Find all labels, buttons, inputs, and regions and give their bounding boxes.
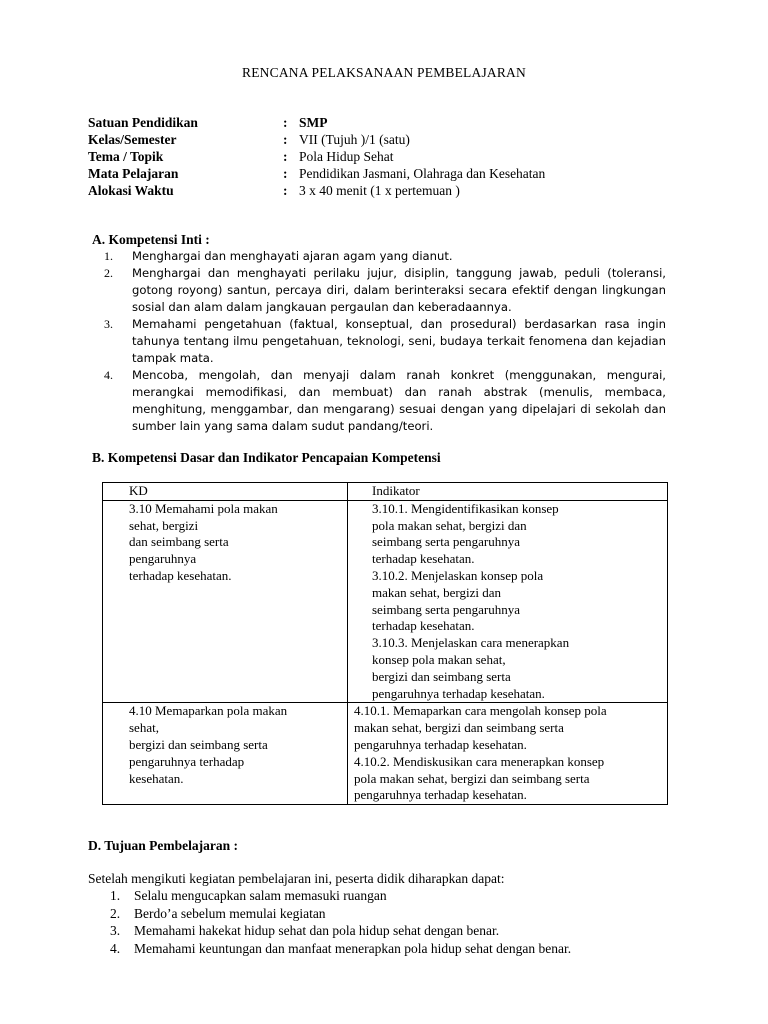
indikator-text-line: 3.10.1. Mengidentifikasikan konsep: [372, 500, 559, 516]
table-header-indikator: Indikator: [348, 483, 668, 501]
identity-label: Tema / Topik: [88, 149, 164, 164]
kd-cell: [103, 500, 348, 703]
kd-text-line: 4.10 Memaparkan pola makan: [129, 703, 288, 719]
list-item: [110, 940, 571, 958]
list-item-number: 2.: [110, 905, 121, 921]
kompetensi-inti-list: [104, 248, 666, 435]
tujuan-intro: Setelah mengikuti kegiatan pembelajaran ini, peserta didik diharapkan dapat:: [88, 871, 505, 886]
indikator-text-line: pengaruhnya terhadap kesehatan.: [354, 787, 527, 803]
indikator-text-line: seimbang serta pengaruhnya: [372, 601, 521, 617]
indikator-text-line: makan sehat, bergizi dan seimbang serta: [354, 720, 564, 736]
list-item-number: 3.: [104, 317, 113, 331]
table-row: [103, 500, 668, 703]
list-item-text: Memahami keuntungan dan manfaat menerapkan pola hidup sehat dengan benar.: [134, 940, 572, 956]
indikator-text-line: 3.10.3. Menjelaskan cara menerapkan: [372, 635, 570, 651]
identity-label: Kelas/Semester: [88, 132, 177, 147]
identity-value: Pendidikan Jasmani, Olahraga dan Kesehatan: [299, 166, 546, 181]
identity-row: [88, 182, 688, 199]
kd-cell: [103, 703, 348, 805]
list-item: [104, 316, 666, 367]
list-item-number: 1.: [104, 249, 113, 263]
identity-value: Pola Hidup Sehat: [299, 149, 394, 164]
list-item-text: Memahami pengetahuan (faktual, konseptual, dan prosedural) berdasarkan rasa ingin tahunya tentang ilmu pengetahuan, teknologi, seni, budaya terkait fenomena dan kejadian tampak mata.: [132, 317, 666, 365]
identity-label: Mata Pelajaran: [88, 166, 179, 181]
document-title: RENCANA PELAKSANAAN PEMBELAJARAN: [242, 65, 526, 80]
kd-text-line: bergizi dan seimbang serta: [129, 736, 268, 752]
list-item: [110, 922, 571, 940]
kd-text-line: kesehatan.: [129, 770, 184, 786]
list-item-text: Berdo’a sebelum memulai kegiatan: [134, 905, 326, 921]
list-item-number: 4.: [110, 940, 121, 956]
identity-row: [88, 131, 688, 148]
identity-value: SMP: [299, 115, 328, 130]
kd-text-line: pengaruhnya: [129, 551, 197, 567]
list-item-number: 4.: [104, 368, 113, 382]
list-item-number: 1.: [110, 888, 121, 903]
kd-indikator-table: [102, 482, 668, 805]
list-item: [110, 905, 571, 923]
identity-colon: :: [283, 115, 288, 130]
identity-colon: :: [283, 149, 288, 164]
kd-text-line: dan seimbang serta: [129, 534, 229, 550]
indikator-text-line: pola makan sehat, bergizi dan: [372, 517, 527, 533]
identity-block: [88, 114, 688, 199]
indikator-text-line: pola makan sehat, bergizi dan seimbang serta: [354, 770, 590, 786]
table-header-kd: KD: [103, 483, 348, 501]
list-item: [104, 248, 666, 265]
list-item-number: 2.: [104, 266, 113, 280]
identity-row: [88, 165, 688, 182]
kd-text-line: terhadap kesehatan.: [129, 567, 232, 583]
list-item-text: Selalu mengucapkan salam memasuki ruangan: [134, 888, 387, 903]
identity-label: Alokasi Waktu: [88, 183, 174, 198]
indikator-text-line: 4.10.2. Mendiskusikan cara menerapkan konsep: [354, 753, 605, 769]
identity-label: Satuan Pendidikan: [88, 115, 198, 130]
identity-colon: :: [283, 132, 288, 147]
list-item-text: Menghargai dan menghayati ajaran agam yang dianut.: [132, 249, 453, 263]
section-b-heading: B. Kompetensi Dasar dan Indikator Pencapaian Kompetensi: [92, 450, 441, 465]
list-item-text: Mencoba, mengolah, dan menyaji dalam ranah konkret (menggunakan, mengurai, merangkai memodifikasi, dan membuat) dan ranah abstrak (menulis, membaca, menghitung, menggambar, dan mengarang) sesuai dengan yang dipelajari di sekolah dan sumber lain yang sama dalam sudut pandang/teori.: [132, 368, 666, 433]
kd-text-line: pengaruhnya terhadap: [129, 753, 245, 769]
list-item: [104, 367, 666, 435]
table-row: [103, 703, 668, 805]
identity-value: VII (Tujuh )/1 (satu): [299, 132, 410, 147]
indikator-text-line: 3.10.2. Menjelaskan konsep pola: [372, 567, 544, 583]
indikator-text-line: bergizi dan seimbang serta: [372, 668, 511, 684]
list-item-text: Menghargai dan menghayati perilaku jujur, disiplin, tanggung jawab, peduli (toleransi, gotong royong) santun, percaya diri, dalam berinteraksi secara efektif dengan lingkungan sosial dan alam dalam jangkauan pergaulan dan keberadaannya.: [132, 266, 666, 314]
identity-value: 3 x 40 menit (1 x pertemuan ): [299, 183, 460, 198]
indikator-text-line: seimbang serta pengaruhnya: [372, 534, 521, 550]
section-a-heading: A. Kompetensi Inti :: [92, 232, 210, 247]
kd-text-line: sehat,: [129, 720, 159, 736]
indikator-text-line: makan sehat, bergizi dan: [372, 584, 501, 600]
indikator-text-line: konsep pola makan sehat,: [372, 651, 506, 667]
kd-text-line: sehat, bergizi: [129, 517, 199, 533]
indikator-cell: [348, 500, 668, 703]
section-d-heading: D. Tujuan Pembelajaran :: [88, 838, 239, 853]
indikator-text-line: pengaruhnya terhadap kesehatan.: [372, 685, 545, 701]
indikator-text-line: terhadap kesehatan.: [372, 551, 475, 567]
list-item-number: 3.: [110, 923, 121, 938]
indikator-cell: [348, 703, 668, 805]
identity-row: [88, 148, 688, 165]
identity-colon: :: [283, 166, 288, 181]
identity-row: [88, 114, 688, 131]
table-header-row: [103, 483, 668, 501]
indikator-text-line: 4.10.1. Memaparkan cara mengolah konsep pola: [354, 703, 607, 719]
list-item: [104, 265, 666, 316]
indikator-text-line: terhadap kesehatan.: [372, 618, 475, 634]
indikator-text-line: pengaruhnya terhadap kesehatan.: [354, 736, 527, 752]
identity-colon: :: [283, 183, 288, 198]
list-item: [110, 887, 571, 905]
kd-text-line: 3.10 Memahami pola makan: [129, 500, 278, 516]
list-item-text: Memahami hakekat hidup sehat dan pola hidup sehat dengan benar.: [134, 923, 500, 938]
tujuan-list: [110, 887, 571, 957]
